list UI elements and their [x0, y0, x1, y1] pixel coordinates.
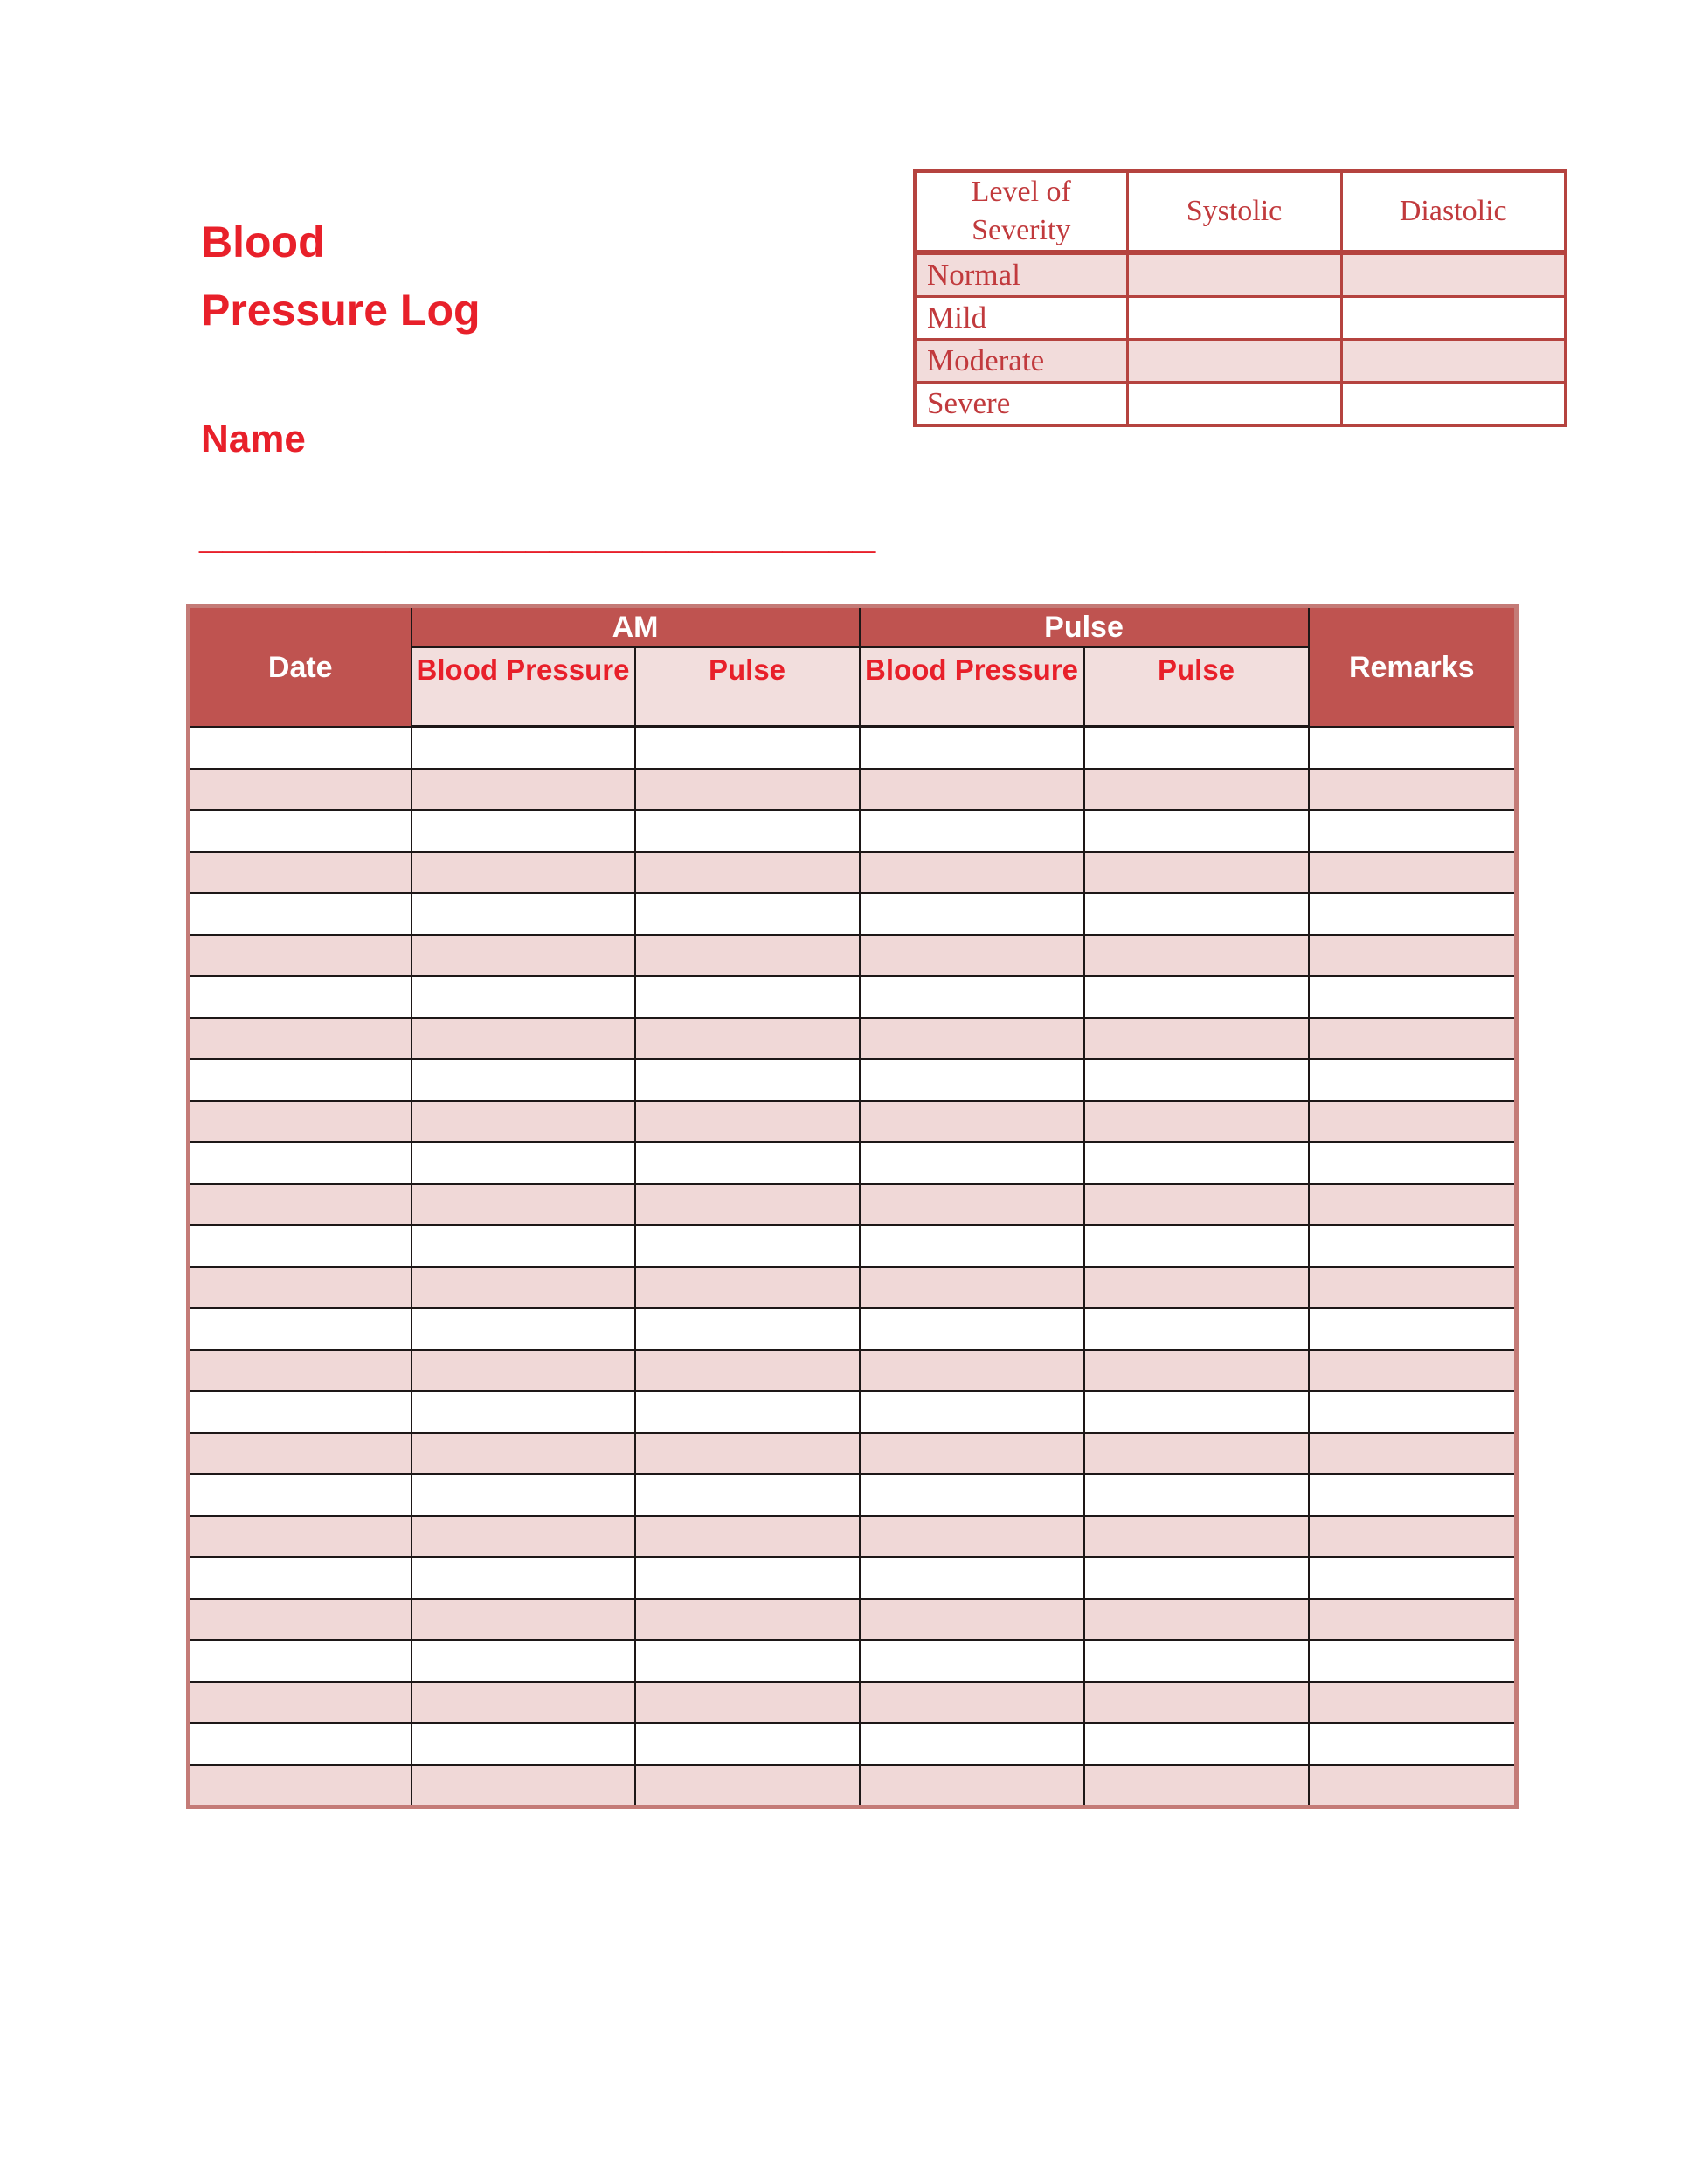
- log-pm-pulse-cell[interactable]: [1084, 1765, 1309, 1807]
- log-pm-blood-pressure-cell[interactable]: [860, 1018, 1084, 1060]
- log-date-cell[interactable]: [189, 1184, 412, 1226]
- log-remarks-cell[interactable]: [1309, 769, 1517, 811]
- log-am-blood-pressure-cell[interactable]: [412, 1391, 635, 1433]
- log-am-blood-pressure-cell[interactable]: [412, 1184, 635, 1226]
- log-am-blood-pressure-cell[interactable]: [412, 1018, 635, 1060]
- log-am-blood-pressure-cell[interactable]: [412, 1723, 635, 1765]
- log-row: [189, 1682, 1517, 1724]
- severity-row: [915, 383, 1566, 426]
- log-am-pulse-cell[interactable]: [635, 1640, 860, 1682]
- log-remarks-cell[interactable]: [1309, 1433, 1517, 1475]
- log-row: [189, 1101, 1517, 1143]
- log-date-cell[interactable]: [189, 1101, 412, 1143]
- log-date-cell[interactable]: [189, 1350, 412, 1392]
- log-am-blood-pressure-cell[interactable]: [412, 852, 635, 894]
- log-am-blood-pressure-cell[interactable]: [412, 976, 635, 1018]
- log-pm-blood-pressure-cell[interactable]: [860, 1184, 1084, 1226]
- log-am-blood-pressure-cell[interactable]: [412, 769, 635, 811]
- page-title-line1: Blood: [201, 218, 325, 266]
- log-am-blood-pressure-cell[interactable]: [412, 1557, 635, 1599]
- log-am-blood-pressure-cell[interactable]: [412, 1308, 635, 1350]
- log-remarks-cell[interactable]: [1309, 1557, 1517, 1599]
- log-pm-blood-pressure-cell[interactable]: [860, 810, 1084, 852]
- log-pm-blood-pressure-cell[interactable]: [860, 1765, 1084, 1807]
- severity-diastolic-cell[interactable]: [1341, 252, 1566, 297]
- log-am-pulse-cell[interactable]: [635, 727, 860, 769]
- log-am-pulse-cell[interactable]: [635, 1557, 860, 1599]
- log-row: [189, 1059, 1517, 1101]
- log-pm-pulse-cell[interactable]: [1084, 1599, 1309, 1641]
- log-row: [189, 1350, 1517, 1392]
- log-date-cell[interactable]: [189, 1433, 412, 1475]
- log-pm-pulse-cell[interactable]: [1084, 1142, 1309, 1184]
- log-header-am-group: AM: [412, 606, 860, 648]
- log-am-pulse-cell[interactable]: [635, 1433, 860, 1475]
- severity-header-row: [915, 171, 1566, 252]
- name-blank-line[interactable]: _____________________________: [199, 511, 876, 557]
- log-am-pulse-cell[interactable]: [635, 1765, 860, 1807]
- log-row: [189, 769, 1517, 811]
- log-pm-pulse-cell[interactable]: [1084, 935, 1309, 977]
- log-row: [189, 1184, 1517, 1226]
- log-remarks-cell[interactable]: [1309, 1599, 1517, 1641]
- log-header-pm-group: Pulse: [860, 606, 1309, 648]
- log-date-cell[interactable]: [189, 727, 412, 769]
- severity-row: [915, 340, 1566, 383]
- severity-row: [915, 252, 1566, 297]
- log-am-pulse-cell[interactable]: [635, 852, 860, 894]
- log-remarks-cell[interactable]: [1309, 1142, 1517, 1184]
- log-row: [189, 1142, 1517, 1184]
- log-row: [189, 1267, 1517, 1309]
- log-pm-blood-pressure-cell[interactable]: [860, 1557, 1084, 1599]
- log-remarks-cell[interactable]: [1309, 1308, 1517, 1350]
- log-row: [189, 1308, 1517, 1350]
- log-pm-blood-pressure-cell[interactable]: [860, 1225, 1084, 1267]
- log-row: [189, 1474, 1517, 1516]
- log-am-blood-pressure-cell[interactable]: [412, 1682, 635, 1724]
- log-remarks-cell[interactable]: [1309, 976, 1517, 1018]
- log-row: [189, 727, 1517, 769]
- log-pm-pulse-cell[interactable]: [1084, 1059, 1309, 1101]
- log-subheader-am-pulse: Pulse: [635, 647, 860, 727]
- severity-level-label: Moderate: [915, 340, 1127, 383]
- log-subheader-am-blood-pressure: Blood Pressure: [412, 647, 635, 727]
- page-title-line2: Pressure Log: [201, 286, 481, 335]
- log-am-blood-pressure-cell[interactable]: [412, 727, 635, 769]
- log-remarks-cell[interactable]: [1309, 1474, 1517, 1516]
- log-am-pulse-cell[interactable]: [635, 1350, 860, 1392]
- log-remarks-cell[interactable]: [1309, 1267, 1517, 1309]
- severity-level-label: Severe: [915, 383, 1127, 426]
- log-pm-blood-pressure-cell[interactable]: [860, 1267, 1084, 1309]
- log-pm-blood-pressure-cell[interactable]: [860, 1391, 1084, 1433]
- log-am-blood-pressure-cell[interactable]: [412, 1225, 635, 1267]
- log-am-pulse-cell[interactable]: [635, 1474, 860, 1516]
- severity-level-label: Normal: [915, 252, 1127, 297]
- log-date-cell[interactable]: [189, 769, 412, 811]
- log-row: [189, 1516, 1517, 1558]
- log-am-pulse-cell[interactable]: [635, 976, 860, 1018]
- log-am-pulse-cell[interactable]: [635, 1184, 860, 1226]
- log-pm-pulse-cell[interactable]: [1084, 1682, 1309, 1724]
- log-am-blood-pressure-cell[interactable]: [412, 1142, 635, 1184]
- log-pm-blood-pressure-cell[interactable]: [860, 1640, 1084, 1682]
- log-pm-blood-pressure-cell[interactable]: [860, 852, 1084, 894]
- log-am-blood-pressure-cell[interactable]: [412, 810, 635, 852]
- severity-level-label: Mild: [915, 297, 1127, 340]
- log-date-cell[interactable]: [189, 1018, 412, 1060]
- name-label: Name: [201, 418, 306, 460]
- log-pm-blood-pressure-cell[interactable]: [860, 1142, 1084, 1184]
- log-am-pulse-cell[interactable]: [635, 1059, 860, 1101]
- log-pm-blood-pressure-cell[interactable]: [860, 1599, 1084, 1641]
- log-remarks-cell[interactable]: [1309, 1391, 1517, 1433]
- log-row: [189, 1765, 1517, 1807]
- log-remarks-cell[interactable]: [1309, 935, 1517, 977]
- log-am-pulse-cell[interactable]: [635, 935, 860, 977]
- log-pm-blood-pressure-cell[interactable]: [860, 1723, 1084, 1765]
- log-row: [189, 1640, 1517, 1682]
- log-am-blood-pressure-cell[interactable]: [412, 1101, 635, 1143]
- log-remarks-cell[interactable]: [1309, 1184, 1517, 1226]
- log-remarks-cell[interactable]: [1309, 1516, 1517, 1558]
- severity-header-diastolic: Diastolic: [1341, 171, 1566, 252]
- log-remarks-cell[interactable]: [1309, 810, 1517, 852]
- log-pm-blood-pressure-cell[interactable]: [860, 893, 1084, 935]
- log-pm-pulse-cell[interactable]: [1084, 1267, 1309, 1309]
- log-am-blood-pressure-cell[interactable]: [412, 1599, 635, 1641]
- log-am-pulse-cell[interactable]: [635, 1599, 860, 1641]
- log-pm-blood-pressure-cell[interactable]: [860, 1474, 1084, 1516]
- severity-row: [915, 297, 1566, 340]
- log-am-pulse-cell[interactable]: [635, 1101, 860, 1143]
- log-row: [189, 1557, 1517, 1599]
- log-pm-pulse-cell[interactable]: [1084, 810, 1309, 852]
- log-header-remarks: Remarks: [1309, 606, 1517, 727]
- log-pm-pulse-cell[interactable]: [1084, 893, 1309, 935]
- log-am-pulse-cell[interactable]: [635, 810, 860, 852]
- log-am-blood-pressure-cell[interactable]: [412, 1640, 635, 1682]
- log-remarks-cell[interactable]: [1309, 1723, 1517, 1765]
- log-pm-pulse-cell[interactable]: [1084, 1516, 1309, 1558]
- log-am-blood-pressure-cell[interactable]: [412, 935, 635, 977]
- severity-header-level: Level of Severity: [915, 171, 1127, 252]
- log-pm-pulse-cell[interactable]: [1084, 1391, 1309, 1433]
- log-pm-blood-pressure-cell[interactable]: [860, 1308, 1084, 1350]
- log-date-cell[interactable]: [189, 810, 412, 852]
- log-am-pulse-cell[interactable]: [635, 1308, 860, 1350]
- log-date-cell[interactable]: [189, 1599, 412, 1641]
- log-pm-pulse-cell[interactable]: [1084, 976, 1309, 1018]
- log-am-blood-pressure-cell[interactable]: [412, 1059, 635, 1101]
- log-remarks-cell[interactable]: [1309, 1101, 1517, 1143]
- log-row: [189, 976, 1517, 1018]
- log-remarks-cell[interactable]: [1309, 1350, 1517, 1392]
- log-pm-pulse-cell[interactable]: [1084, 1184, 1309, 1226]
- log-pm-blood-pressure-cell[interactable]: [860, 1682, 1084, 1724]
- log-pm-blood-pressure-cell[interactable]: [860, 769, 1084, 811]
- severity-table: [913, 169, 1567, 427]
- log-pm-blood-pressure-cell[interactable]: [860, 1350, 1084, 1392]
- log-remarks-cell[interactable]: [1309, 1765, 1517, 1807]
- severity-systolic-cell[interactable]: [1127, 383, 1341, 426]
- log-pm-blood-pressure-cell[interactable]: [860, 976, 1084, 1018]
- log-subheader-pm-blood-pressure: Blood Pressure: [860, 647, 1084, 727]
- log-am-pulse-cell[interactable]: [635, 1391, 860, 1433]
- severity-systolic-cell[interactable]: [1127, 252, 1341, 297]
- severity-header-systolic: Systolic: [1127, 171, 1341, 252]
- log-pm-blood-pressure-cell[interactable]: [860, 1101, 1084, 1143]
- log-remarks-cell[interactable]: [1309, 727, 1517, 769]
- log-date-cell[interactable]: [189, 976, 412, 1018]
- log-row: [189, 1433, 1517, 1475]
- log-pm-pulse-cell[interactable]: [1084, 1308, 1309, 1350]
- severity-systolic-cell[interactable]: [1127, 297, 1341, 340]
- log-pm-pulse-cell[interactable]: [1084, 1723, 1309, 1765]
- severity-diastolic-cell[interactable]: [1341, 340, 1566, 383]
- log-row: [189, 1723, 1517, 1765]
- log-am-blood-pressure-cell[interactable]: [412, 893, 635, 935]
- log-row: [189, 1225, 1517, 1267]
- log-am-blood-pressure-cell[interactable]: [412, 1516, 635, 1558]
- log-pm-pulse-cell[interactable]: [1084, 1018, 1309, 1060]
- log-pm-blood-pressure-cell[interactable]: [860, 727, 1084, 769]
- log-am-blood-pressure-cell[interactable]: [412, 1765, 635, 1807]
- log-am-blood-pressure-cell[interactable]: [412, 1433, 635, 1475]
- log-pm-pulse-cell[interactable]: [1084, 1101, 1309, 1143]
- severity-diastolic-cell[interactable]: [1341, 297, 1566, 340]
- log-date-cell[interactable]: [189, 935, 412, 977]
- log-row: [189, 852, 1517, 894]
- log-row: [189, 893, 1517, 935]
- log-am-pulse-cell[interactable]: [635, 1142, 860, 1184]
- log-date-cell[interactable]: [189, 1308, 412, 1350]
- log-pm-pulse-cell[interactable]: [1084, 1640, 1309, 1682]
- log-header-date: Date: [189, 606, 412, 727]
- log-date-cell[interactable]: [189, 1723, 412, 1765]
- severity-systolic-cell[interactable]: [1127, 340, 1341, 383]
- log-pm-pulse-cell[interactable]: [1084, 1557, 1309, 1599]
- log-date-cell[interactable]: [189, 893, 412, 935]
- log-date-cell[interactable]: [189, 1059, 412, 1101]
- log-date-cell[interactable]: [189, 852, 412, 894]
- log-date-cell[interactable]: [189, 1682, 412, 1724]
- log-remarks-cell[interactable]: [1309, 1059, 1517, 1101]
- log-am-pulse-cell[interactable]: [635, 1723, 860, 1765]
- log-am-pulse-cell[interactable]: [635, 1682, 860, 1724]
- log-am-pulse-cell[interactable]: [635, 1225, 860, 1267]
- page-title: [201, 208, 481, 344]
- log-row: [189, 935, 1517, 977]
- severity-diastolic-cell[interactable]: [1341, 383, 1566, 426]
- log-pm-pulse-cell[interactable]: [1084, 1433, 1309, 1475]
- log-am-pulse-cell[interactable]: [635, 1267, 860, 1309]
- log-pm-blood-pressure-cell[interactable]: [860, 1059, 1084, 1101]
- log-pm-pulse-cell[interactable]: [1084, 769, 1309, 811]
- log-am-pulse-cell[interactable]: [635, 893, 860, 935]
- log-header-group-row: [189, 606, 1517, 648]
- log-date-cell[interactable]: [189, 1391, 412, 1433]
- log-remarks-cell[interactable]: [1309, 1018, 1517, 1060]
- log-pm-pulse-cell[interactable]: [1084, 1474, 1309, 1516]
- log-subheader-pm-pulse: Pulse: [1084, 647, 1309, 727]
- bp-log-table: [186, 604, 1519, 1809]
- log-pm-pulse-cell[interactable]: [1084, 1225, 1309, 1267]
- log-date-cell[interactable]: [189, 1557, 412, 1599]
- log-am-blood-pressure-cell[interactable]: [412, 1474, 635, 1516]
- log-date-cell[interactable]: [189, 1225, 412, 1267]
- log-am-pulse-cell[interactable]: [635, 769, 860, 811]
- log-am-blood-pressure-cell[interactable]: [412, 1267, 635, 1309]
- log-row: [189, 1391, 1517, 1433]
- log-am-pulse-cell[interactable]: [635, 1018, 860, 1060]
- log-pm-pulse-cell[interactable]: [1084, 852, 1309, 894]
- log-date-cell[interactable]: [189, 1765, 412, 1807]
- log-date-cell[interactable]: [189, 1142, 412, 1184]
- log-date-cell[interactable]: [189, 1267, 412, 1309]
- log-date-cell[interactable]: [189, 1516, 412, 1558]
- log-am-blood-pressure-cell[interactable]: [412, 1350, 635, 1392]
- log-am-pulse-cell[interactable]: [635, 1516, 860, 1558]
- log-row: [189, 810, 1517, 852]
- log-pm-pulse-cell[interactable]: [1084, 727, 1309, 769]
- log-pm-blood-pressure-cell[interactable]: [860, 1433, 1084, 1475]
- log-remarks-cell[interactable]: [1309, 1640, 1517, 1682]
- log-pm-blood-pressure-cell[interactable]: [860, 935, 1084, 977]
- log-remarks-cell[interactable]: [1309, 852, 1517, 894]
- log-row: [189, 1599, 1517, 1641]
- log-remarks-cell[interactable]: [1309, 1225, 1517, 1267]
- log-pm-pulse-cell[interactable]: [1084, 1350, 1309, 1392]
- log-pm-blood-pressure-cell[interactable]: [860, 1516, 1084, 1558]
- log-remarks-cell[interactable]: [1309, 893, 1517, 935]
- log-row: [189, 1018, 1517, 1060]
- log-date-cell[interactable]: [189, 1640, 412, 1682]
- log-date-cell[interactable]: [189, 1474, 412, 1516]
- log-remarks-cell[interactable]: [1309, 1682, 1517, 1724]
